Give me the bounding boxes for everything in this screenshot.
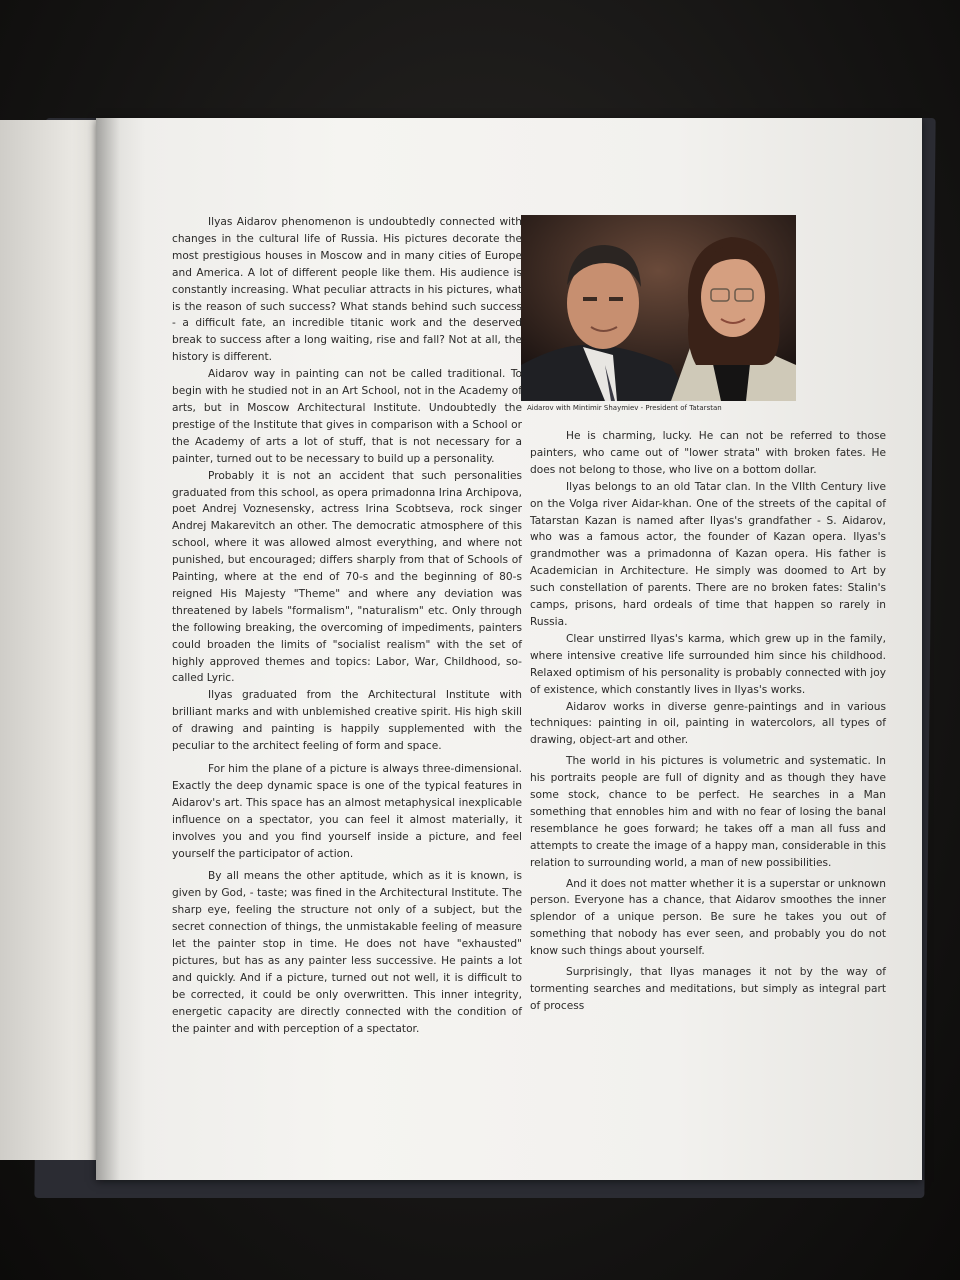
- paragraph: Aidarov way in painting can not be called traditional. To begin with he studied not in an Art School, not in the Academy of arts, but in Moscow Architectural Institute. Undoubtedly the prestige of the Institute that gives in comparison with a School or the Academy of arts a lot of stuff, that is not necessary for a painter, turned out to be necessary to build up a personality.: [172, 368, 522, 465]
- paragraph: Surprisingly, that Ilyas manages it not by the way of tormenting searches and meditations, but simply as integral part of process: [530, 966, 886, 1012]
- paragraph: Probably it is not an accident that such personalities graduated from this school, as opera primadonna Irina Archipova, poet Andrej Voznesensky, actress Irina Scobtseva, rock singer Andrej Makarevitch an other. The democratic atmosphere of this school, where it was allowed almost everything, and where not punished, but encouraged; differs sharply from that of Schools of Painting, where at the end of 70-s and the beginning of 80-s reigned His Majesty "Theme" and where any deviation was threatened by labels "formalism", "naturalism" etc. Only through the following breaking, the overcoming of impediments, painters could broaden the limits of "socialist realism" with the set of highly approved themes and topics: Labor, War, Childhood, so-called Lyric.: [172, 469, 522, 685]
- paragraph: By all means the other aptitude, which as it is known, is given by God, - taste; was fined in the Architectural Institute. The sharp eye, feeling the structure not only of a subject, but the secret connection of things, the unmistakable feeling of measure let the painter stop in time. He does not have "exhausted" pictures, but has as any painter less successive. He paints a lot and quickly. And if a picture, turned out not well, it is difficult to be corrected, it could be only overwritten. This inner integrity, energetic capacity are directly connected with the condition of the painter and with perception of a spectator.: [172, 870, 522, 1035]
- paragraph: And it does not matter whether it is a superstar or unknown person. Everyone has a chance, that Aidarov smoothes the inner splendor of a unique person. Be sure he takes you out of something that nobody has ever seen, and probably you do not know such things about yourself.: [530, 877, 886, 958]
- photo-caption: Aidarov with Mintimir Shaymiev - President of Tatarstan: [527, 404, 722, 412]
- page-gutter-shadow: [96, 118, 120, 1180]
- text-column-left: [172, 214, 522, 1038]
- paragraph: For him the plane of a picture is always three-dimensional. Exactly the deep dynamic space is one of the typical features in Aidarov's art. This space has an almost metaphysical inexplicable influence on a spectator, you can feel it almost materially, it involves you and you find yourself inside a picture, and feel yourself the participator of action.: [172, 763, 522, 860]
- paragraph: Ilyas belongs to an old Tatar clan. In the VIIth Century live on the Volga river Aidar-khan. One of the streets of the capital of Tatarstan Kazan is named after Ilyas's grandfather - S. Aidarov, who was a famous actor, the founder of Kazan opera. Ilyas's grandmother was a primadonna of Kazan opera. His father is Academician in Architecture. He simply was doomed to Art by such constellation of parents. There are no broken fates: Stalin's camps, prisons, hard ordeals of time that happen so rarely in Russia.: [530, 480, 886, 628]
- paragraph: The world in his pictures is volumetric and systematic. In his portraits people are full of dignity and as though they have some stock, chance to be perfect. He searches in a Man something that ennobles him and with no fear of losing the banal resemblance he goes forward; he takes off a man all fuss and attempts to create the image of a happy man, considerable in this relation to surrounding world, a man of new possibilities.: [530, 755, 886, 869]
- photograph-image: [521, 215, 796, 401]
- paragraph: Aidarov works in diverse genre-paintings and in various techniques: painting in oil, painting in watercolors, all types of drawing, object-art and other.: [530, 700, 886, 747]
- photograph: [521, 215, 796, 401]
- paragraph: He is charming, lucky. He can not be referred to those painters, who came out of "lower strata" with broken fates. He does not belong to those, who live on a bottom dollar.: [530, 430, 886, 476]
- text-column-right: [530, 428, 886, 1015]
- paragraph: Clear unstirred Ilyas's karma, which grew up in the family, where intensive creative life surrounded him since his childhood. Relaxed optimism of his personality is probably connected with joy of existence, which constantly lives in Ilyas's works.: [530, 632, 886, 696]
- paragraph: Ilyas Aidarov phenomenon is undoubtedly connected with changes in the cultural life of Russia. His pictures decorate the most prestigious houses in Moscow and in many cities of Europe and America. A lot of different people like them. His audience is constantly increasing. What peculiar attracts in his pictures, what is the reason of such success? What stands behind such success - a difficult fate, an incredible titanic work and the deserved break to success after a long waiting, rise and fall? Not at all, the history is different.: [172, 216, 522, 364]
- paragraph: Ilyas graduated from the Architectural Institute with brilliant marks and with unblemished creative spirit. His high skill of drawing and painting is happily supplemented with the peculiar to the architect feeling of form and space.: [172, 689, 522, 753]
